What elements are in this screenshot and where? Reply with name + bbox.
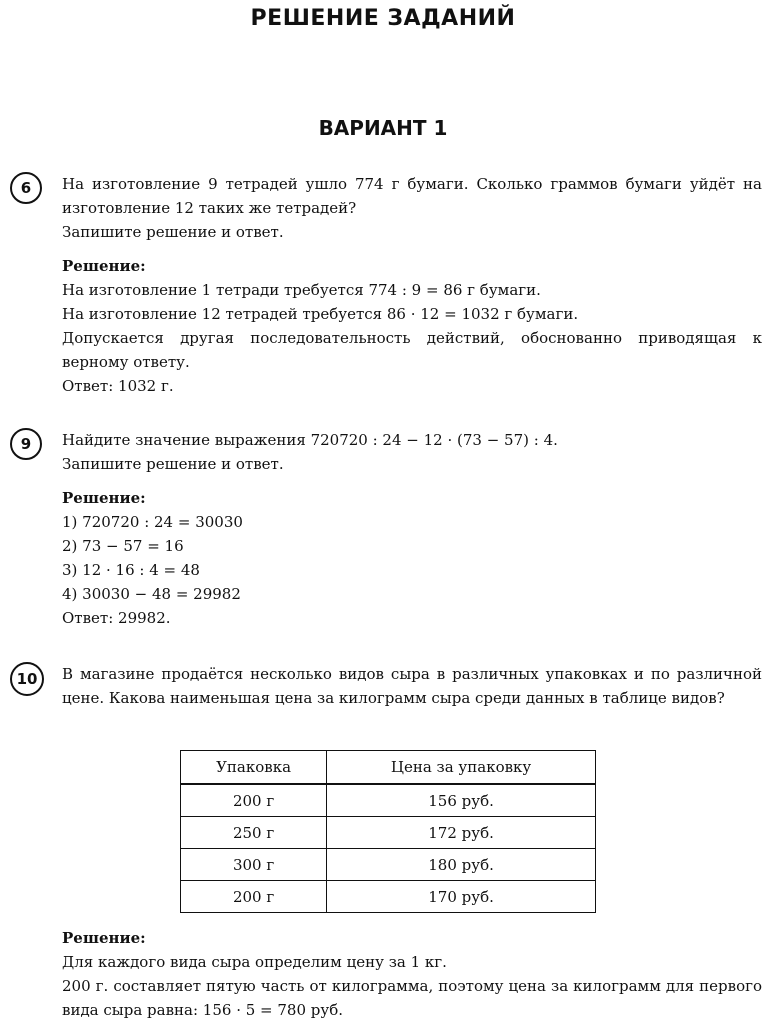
task-body [62, 662, 762, 710]
question-text: На изготовление 9 тетрадей ушло 774 г бумаги. Сколько граммов бумаги уйдёт на изготовление 12 таких же тетрадей? [62, 175, 762, 217]
variant-title: ВАРИАНТ 1 [318, 116, 448, 140]
table-cell: 300 г [181, 849, 327, 881]
question-instruction: Запишите решение и ответ. [62, 223, 284, 241]
table-row [181, 817, 596, 849]
answer-line: Ответ: 1032 г. [62, 377, 174, 395]
table-row [181, 849, 596, 881]
task-6 [10, 172, 762, 398]
solution-line: Для каждого вида сыра определим цену за 1 кг. [62, 953, 447, 971]
answer-line: Ответ: 29982. [62, 609, 171, 627]
task-number-badge: 6 [10, 172, 42, 204]
price-table [180, 750, 596, 913]
table-cell: 200 г [181, 784, 327, 817]
task-body [62, 926, 762, 1022]
solution-line: 4) 30030 − 48 = 29982 [62, 585, 241, 603]
task-number-badge: 10 [10, 662, 44, 696]
table-cell: 156 руб. [327, 784, 596, 817]
solution-line: Допускается другая последовательность действий, обоснованно приводящая к верному ответу. [62, 329, 762, 371]
table-cell: 172 руб. [327, 817, 596, 849]
table-cell: 170 руб. [327, 881, 596, 913]
table-header-cell: Цена за упаковку [327, 751, 596, 785]
solution-line: 3) 12 · 16 : 4 = 48 [62, 561, 200, 579]
solution-heading: Решение: [62, 929, 146, 947]
table-header-row [181, 751, 596, 785]
task-number-badge: 9 [10, 428, 42, 460]
solution-line: 2) 73 − 57 = 16 [62, 537, 184, 555]
table-header-cell: Упаковка [181, 751, 327, 785]
solution-line: На изготовление 12 тетрадей требуется 86 · 12 = 1032 г бумаги. [62, 305, 579, 323]
table-cell: 250 г [181, 817, 327, 849]
task-body [62, 428, 762, 630]
task-body [62, 172, 762, 398]
task-9 [10, 428, 762, 630]
task-10 [10, 662, 762, 710]
solution-heading: Решение: [62, 257, 146, 275]
task-10-solution [10, 926, 762, 1022]
question-text: Найдите значение выражения 720720 : 24 − 12 · (73 − 57) : 4. [62, 431, 558, 449]
table-row [181, 881, 596, 913]
table-row [181, 784, 596, 817]
question-text: В магазине продаётся несколько видов сыра в различных упаковках и по различной цене. Какова наименьшая цена за килограмм сыра среди данных в таблице видов? [62, 665, 762, 707]
table-cell: 180 руб. [327, 849, 596, 881]
solution-line: 1) 720720 : 24 = 30030 [62, 513, 243, 531]
question-instruction: Запишите решение и ответ. [62, 455, 284, 473]
solution-line: 200 г. составляет пятую часть от килограмма, поэтому цена за килограмм для первого вида сыра равна: 156 · 5 = 780 руб. [62, 977, 762, 1019]
page-title: РЕШЕНИЕ ЗАДАНИЙ [250, 6, 516, 31]
table-cell: 200 г [181, 881, 327, 913]
solution-heading: Решение: [62, 489, 146, 507]
solution-line: На изготовление 1 тетради требуется 774 : 9 = 86 г бумаги. [62, 281, 541, 299]
